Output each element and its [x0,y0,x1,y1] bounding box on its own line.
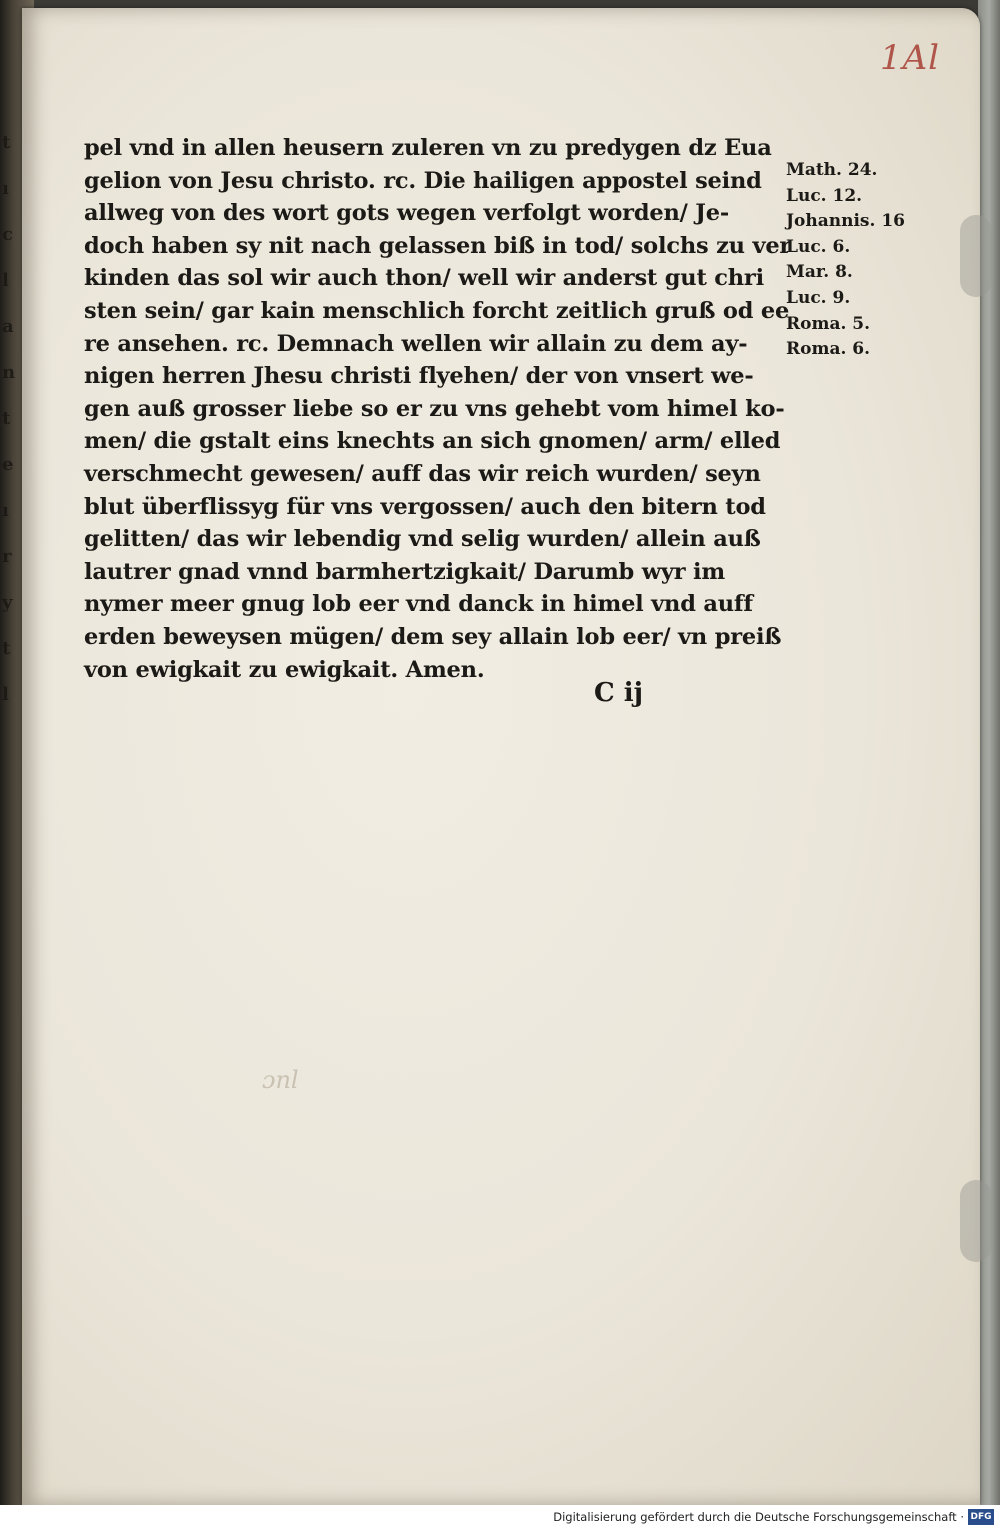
text-line: verschmecht gewesen/ auff das wir reich wurden/ seyn [84,460,761,487]
margin-note: Roma. 5. [786,313,871,334]
text-line: erden beweysen mügen/ dem sey allain lob eer/ vn preiß [84,623,782,650]
text-line: blut überflissyg für vns vergossen/ auch den bitern tod [84,493,766,520]
text-line: gelion von Jesu christo. rc. Die hailigen appostel seind [84,167,762,194]
text-line: gelitten/ das wir lebendig vnd selig wurden/ allein auß [84,526,761,553]
margin-note: Math. 24. [786,160,878,180]
funding-credit: Digitalisierung gefördert durch die Deutsche Forschungsgemeinschaft · [553,1510,964,1524]
margin-note: Johannis. 16 [786,211,905,232]
shelfmark-annotation: 1Al [880,38,941,78]
text-line: nigen herren Jhesu christi flyehen/ der von vnsert we- [84,363,754,390]
margin-notes [786,158,916,363]
margin-note: Luc. 6. [786,236,851,257]
margin-note: Mar. 8. [786,262,853,283]
text-line: doch haben sy nit nach gelassen biß in tod/ solchs zu ver [84,232,792,259]
text-line: gen auß grosser liebe so er zu vns gehebt vom himel ko- [84,395,785,422]
margin-note: Roma. 6. [786,339,871,360]
text-line: pel vnd in allen heusern zuleren vn zu predygen dz Eua [84,135,772,161]
show-through-mark: ɔnl [262,1066,299,1094]
binding-hole [960,215,992,297]
body-text-block [84,132,792,686]
text-line: allweg von des wort gots wegen verfolgt worden/ Je- [84,200,729,227]
footer-bar [0,1505,1000,1530]
dfg-logo: DFG [968,1509,994,1525]
text-line: nymer meer gnug lob eer vnd danck in himel vnd auff [84,591,753,618]
binding-hole [960,1180,992,1262]
text-line: men/ die gstalt eins knechts an sich gnomen/ arm/ elled [84,428,781,455]
margin-note: Luc. 9. [786,287,851,308]
text-line: von ewigkait zu ewigkait. Amen. [84,656,485,683]
document-page [22,8,980,1505]
signature-mark: C ij [594,678,644,708]
text-line: kinden das sol wir auch thon/ well wir anderst gut chri [84,265,764,292]
margin-note: Luc. 12. [786,185,863,206]
text-line: sten sein/ gar kain menschlich forcht zeitlich gruß od ee [84,297,790,324]
text-line: re ansehen. rc. Demnach wellen wir allain zu dem ay- [84,330,748,357]
facing-page-edge-marks: t ı c l a n t e ı r y t l [2,132,16,705]
text-line: lautrer gnad vnnd barmhertzigkait/ Darumb wyr im [84,558,725,585]
